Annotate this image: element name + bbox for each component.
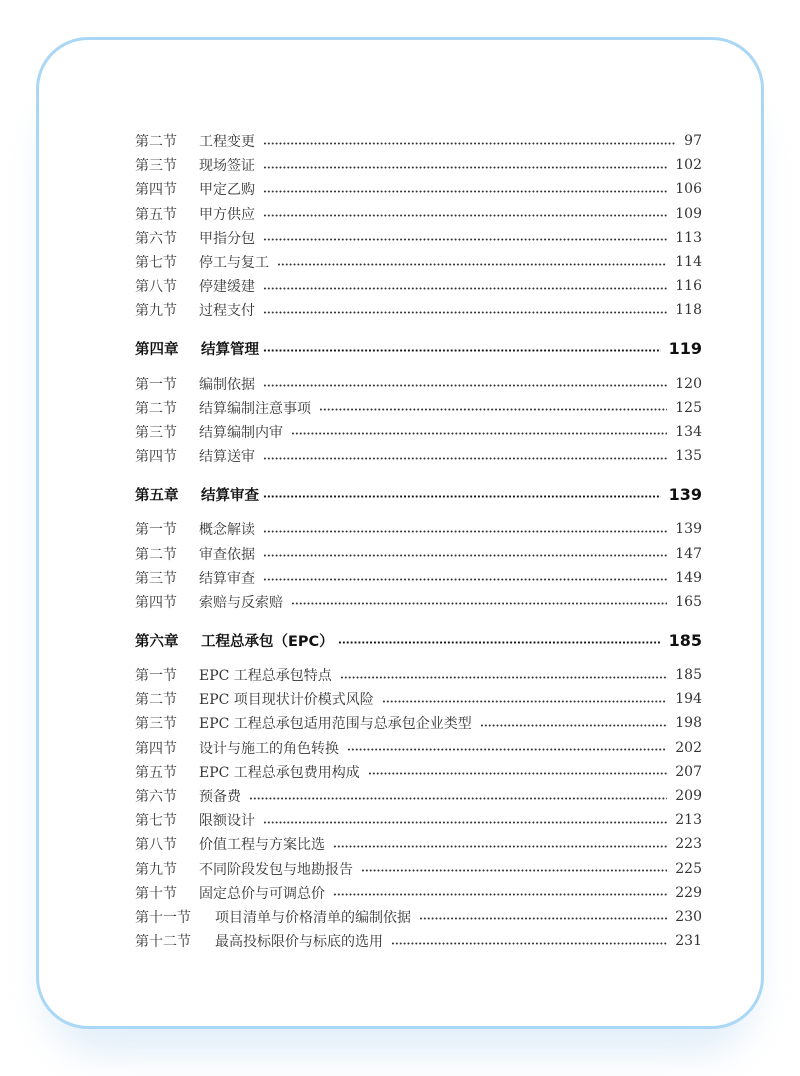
toc-section-label: 第七节 (135, 255, 177, 272)
toc-section-title: 设计与施工的角色转换 (199, 740, 339, 757)
toc-section[interactable] (135, 298, 702, 322)
dot-leader (263, 166, 667, 169)
dot-leader (263, 349, 661, 352)
toc-section-page-number: 134 (675, 423, 702, 440)
toc-section-page-number: 207 (675, 763, 702, 780)
toc-section[interactable] (135, 929, 702, 953)
toc-section-page-number: 139 (675, 521, 702, 538)
toc-section-label: 第九节 (135, 861, 177, 878)
toc-section-page-number: 225 (675, 860, 702, 877)
dot-leader (263, 238, 667, 241)
toc-section-title: 停工与复工 (199, 255, 269, 272)
toc-section-title: 审查依据 (199, 546, 255, 563)
toc-section[interactable] (135, 226, 702, 250)
toc-section-page-number: 118 (675, 302, 702, 319)
toc-section[interactable] (135, 274, 702, 298)
toc-section-label: 第二节 (135, 692, 177, 709)
dot-leader (263, 287, 667, 290)
toc-section-page-number: 229 (675, 884, 702, 901)
dot-leader (263, 457, 667, 460)
toc-section-label: 第一节 (135, 522, 177, 539)
toc-section[interactable] (135, 808, 702, 832)
toc-section[interactable] (135, 541, 702, 565)
toc-section-title: 结算审查 (199, 570, 255, 587)
toc-section-label: 第四节 (135, 449, 177, 466)
dot-leader (263, 554, 667, 557)
toc-section-title: 项目清单与价格清单的编制依据 (215, 909, 411, 926)
toc-section-title: 编制依据 (199, 376, 255, 393)
toc-section-page-number: 194 (675, 691, 702, 708)
toc-section[interactable] (135, 250, 702, 274)
dot-leader (263, 495, 661, 498)
toc-section-page-number: 106 (675, 181, 702, 198)
dot-leader (480, 724, 667, 727)
toc-section[interactable] (135, 372, 702, 396)
toc-chapter-page-number: 139 (668, 484, 702, 504)
toc-section-label: 第三节 (135, 158, 177, 175)
dot-leader (419, 917, 667, 920)
toc-section-page-number: 113 (675, 229, 702, 246)
toc-section-title: 不同阶段发包与地勘报告 (199, 861, 353, 878)
toc-section-title: 索赔与反索赔 (199, 594, 283, 611)
toc-chapter[interactable] (135, 337, 702, 361)
dot-leader (263, 311, 667, 314)
toc-section-page-number: 185 (675, 667, 702, 684)
dot-leader (347, 748, 667, 751)
toc-section-title: 甲方供应 (199, 206, 255, 223)
dot-leader (263, 190, 667, 193)
dot-leader (263, 578, 667, 581)
toc-section-label: 第五节 (135, 206, 177, 223)
toc-section[interactable] (135, 153, 702, 177)
toc-section[interactable] (135, 590, 702, 614)
toc-section-label: 第三节 (135, 570, 177, 587)
toc-section-page-number: 202 (675, 739, 702, 756)
dot-leader (333, 845, 667, 848)
toc-section-label: 第十二节 (135, 934, 191, 951)
toc-section-label: 第七节 (135, 813, 177, 830)
toc-section-label: 第六节 (135, 230, 177, 247)
toc-section-title: 工程变更 (199, 134, 255, 151)
dot-leader (338, 641, 661, 644)
toc-section[interactable] (135, 517, 702, 541)
toc-section-title: EPC 项目现状计价模式风险 (199, 692, 374, 709)
toc-section[interactable] (135, 905, 702, 929)
dot-leader (382, 700, 667, 703)
toc-section-label: 第三节 (135, 424, 177, 441)
toc-chapter[interactable] (135, 482, 702, 506)
toc-section-title: 限额设计 (199, 813, 255, 830)
toc-section[interactable] (135, 687, 702, 711)
toc-section-label: 第三节 (135, 716, 177, 733)
toc-section-title: 甲指分包 (199, 230, 255, 247)
toc-section-page-number: 125 (675, 399, 702, 416)
toc-chapter-page-number: 185 (668, 630, 702, 650)
toc-section-title: 预备费 (199, 789, 241, 806)
toc-section-page-number: 230 (675, 908, 702, 925)
toc-section-title: 停建缓建 (199, 279, 255, 296)
toc-section-label: 第二节 (135, 400, 177, 417)
toc-section-label: 第四节 (135, 594, 177, 611)
dot-leader (263, 821, 667, 824)
toc-section-title: 结算编制内审 (199, 424, 283, 441)
toc-section-label: 第四节 (135, 740, 177, 757)
toc-section-title: 固定总价与可调总价 (199, 885, 325, 902)
toc-section-label: 第四节 (135, 182, 177, 199)
toc-chapter-label: 第五章 (135, 487, 179, 504)
toc-section-page-number: 147 (675, 545, 702, 562)
toc-section-label: 第六节 (135, 789, 177, 806)
toc-section-page-number: 198 (675, 715, 702, 732)
toc-section-label: 第二节 (135, 546, 177, 563)
toc-section-page-number: 120 (675, 375, 702, 392)
dot-leader (340, 676, 667, 679)
toc-section-title: 结算编制注意事项 (199, 400, 311, 417)
toc-section-page-number: 231 (675, 933, 702, 950)
toc-section[interactable] (135, 760, 702, 784)
toc-section[interactable] (135, 857, 702, 881)
toc-section-title: EPC 工程总承包费用构成 (199, 764, 360, 781)
toc-section-label: 第一节 (135, 668, 177, 685)
toc-section[interactable] (135, 202, 702, 226)
toc-section-label: 第八节 (135, 837, 177, 854)
dot-leader (291, 602, 667, 605)
toc-section[interactable] (135, 881, 702, 905)
dot-leader (319, 408, 667, 411)
toc-chapter-title: 结算审查 (201, 487, 259, 504)
toc-section[interactable] (135, 444, 702, 468)
toc-section-title: 现场签证 (199, 158, 255, 175)
toc-section-page-number: 114 (675, 254, 702, 271)
toc-section-page-number: 116 (675, 278, 702, 295)
toc-section-label: 第十节 (135, 885, 177, 902)
table-of-contents (135, 129, 702, 953)
toc-section-title: 最高投标限价与标底的选用 (215, 934, 383, 951)
toc-section-page-number: 102 (675, 157, 702, 174)
toc-chapter-label: 第六章 (135, 633, 179, 650)
toc-section[interactable] (135, 736, 702, 760)
toc-chapter-page-number: 119 (668, 339, 702, 358)
toc-section-title: 甲定乙购 (199, 182, 255, 199)
toc-section-page-number: 97 (684, 133, 702, 150)
toc-section-label: 第八节 (135, 279, 177, 296)
toc-chapter-title: 结算管理 (201, 342, 259, 358)
toc-section-label: 第十一节 (135, 909, 191, 926)
dot-leader (361, 869, 667, 872)
toc-section-title: EPC 工程总承包特点 (199, 668, 332, 685)
toc-section-title: 概念解读 (199, 522, 255, 539)
toc-section-label: 第五节 (135, 764, 177, 781)
toc-section-page-number: 223 (675, 836, 702, 853)
toc-section-title: EPC 工程总承包适用范围与总承包企业类型 (199, 716, 472, 733)
toc-section-page-number: 165 (675, 593, 702, 610)
toc-section[interactable] (135, 177, 702, 201)
dot-leader (263, 384, 667, 387)
toc-section[interactable] (135, 420, 702, 444)
toc-section-label: 第二节 (135, 134, 177, 151)
toc-section[interactable] (135, 129, 702, 153)
toc-section-page-number: 109 (675, 205, 702, 222)
toc-section-page-number: 213 (675, 812, 702, 829)
dot-leader (391, 942, 667, 945)
dot-leader (291, 432, 667, 435)
dot-leader (333, 893, 667, 896)
dot-leader (277, 263, 667, 266)
toc-section-title: 结算送审 (199, 449, 255, 466)
dot-leader (263, 214, 667, 217)
toc-section-title: 价值工程与方案比选 (199, 837, 325, 854)
toc-chapter-label: 第四章 (135, 342, 179, 358)
toc-section[interactable] (135, 566, 702, 590)
toc-section-title: 过程支付 (199, 303, 255, 320)
toc-section-page-number: 135 (675, 448, 702, 465)
toc-section[interactable] (135, 784, 702, 808)
toc-chapter-title: 工程总承包（EPC） (201, 633, 334, 650)
toc-section-page-number: 209 (675, 788, 702, 805)
toc-section[interactable] (135, 711, 702, 735)
toc-section[interactable] (135, 396, 702, 420)
toc-section[interactable] (135, 663, 702, 687)
dot-leader (263, 530, 667, 533)
toc-chapter[interactable] (135, 628, 702, 652)
dot-leader (368, 772, 667, 775)
dot-leader (263, 142, 676, 145)
dot-leader (249, 797, 667, 800)
toc-section-label: 第一节 (135, 376, 177, 393)
toc-section-page-number: 149 (675, 569, 702, 586)
toc-section-label: 第九节 (135, 303, 177, 320)
toc-section[interactable] (135, 832, 702, 856)
